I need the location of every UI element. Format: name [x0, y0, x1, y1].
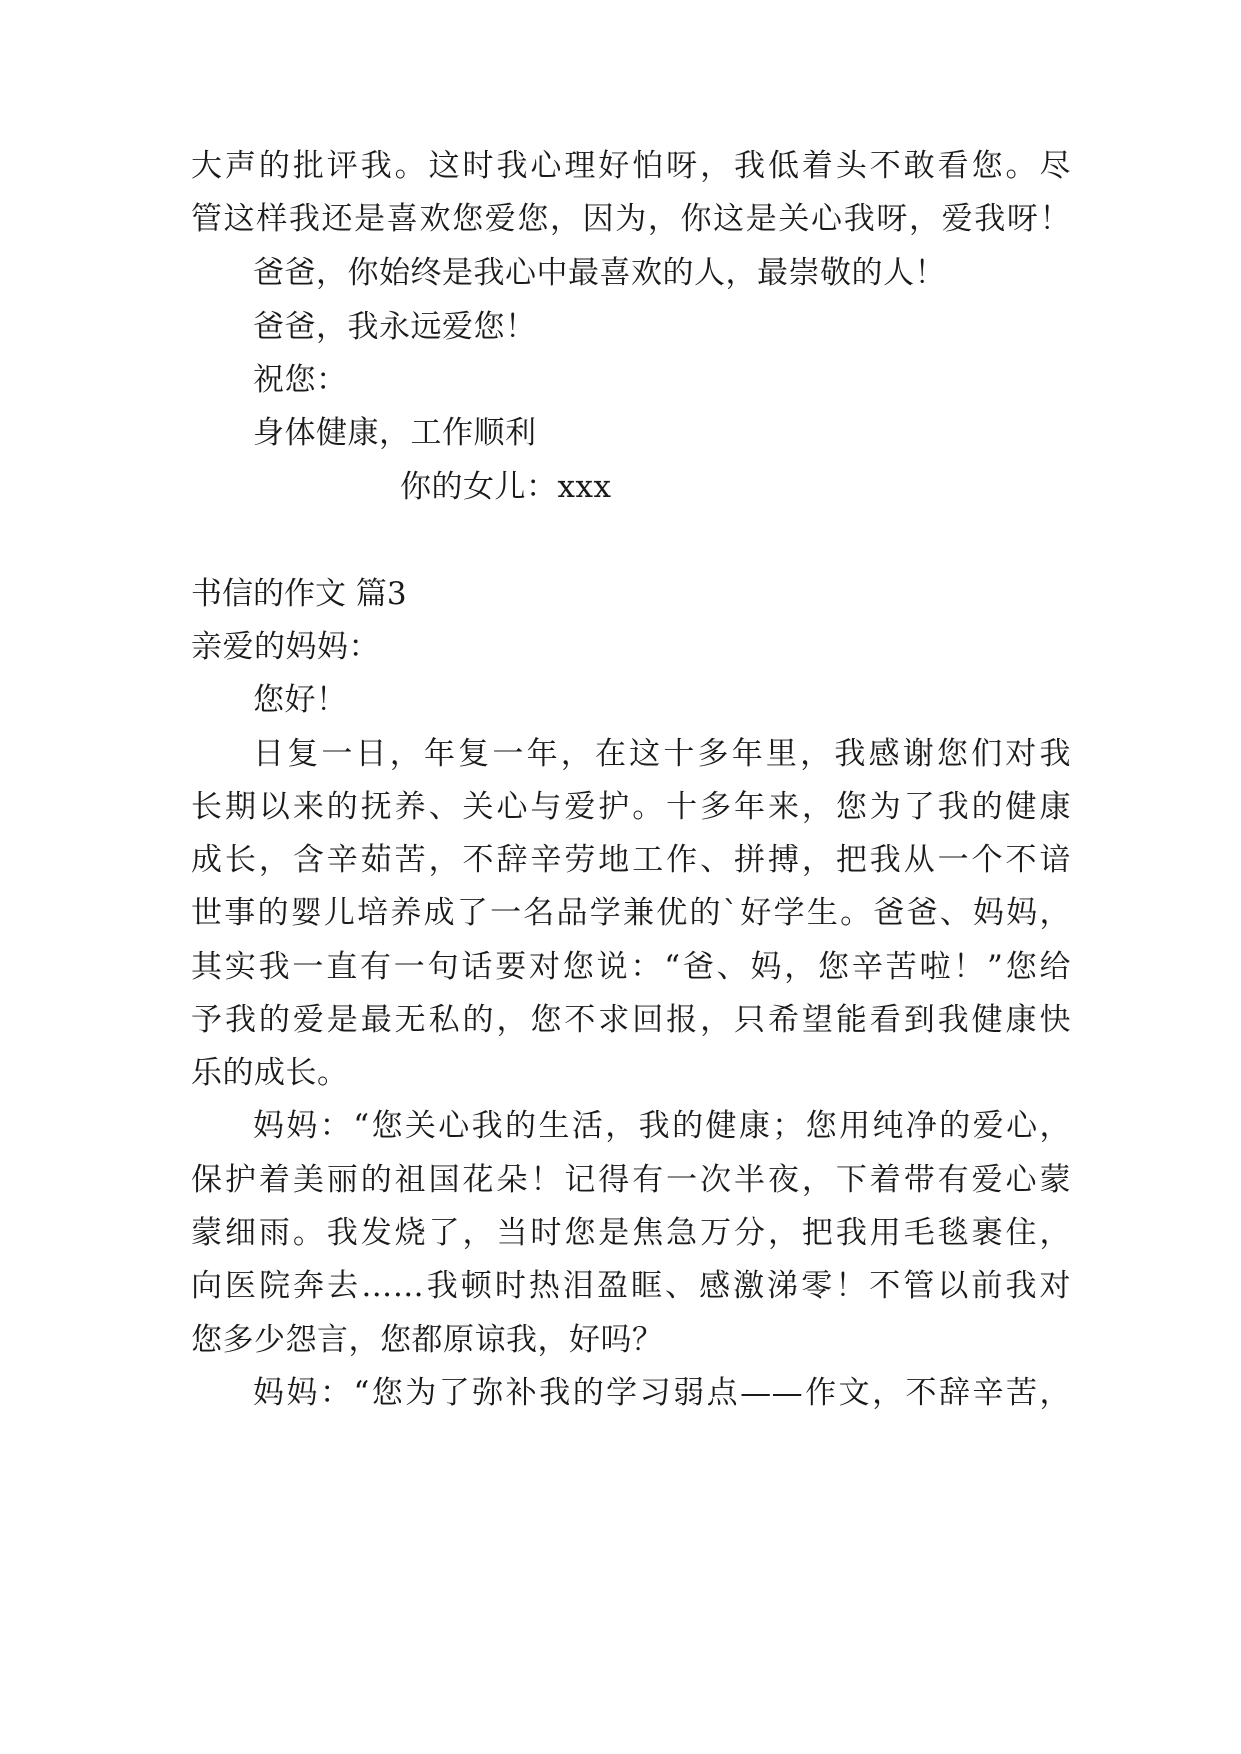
closing-line: 身体健康，工作顺利	[253, 415, 537, 451]
paragraph-line: 蒙细雨。我发烧了，当时您是焦急万分，把我用毛毯裹住，	[191, 1215, 1071, 1251]
paragraph-line: 乐的成长。	[191, 1055, 349, 1091]
paragraph-line: 日复一日，年复一年，在这十多年里，我感谢您们对我	[253, 736, 1071, 772]
text-line: 大声的批评我。这时我心理好怕呀，我低着头不敢看您。尽	[191, 148, 1071, 184]
paragraph-line: 成长，含辛茹苦，不辞辛劳地工作、拼搏，把我从一个不谙	[191, 842, 1071, 878]
closing-line: 爸爸，我永远爱您！	[253, 309, 537, 345]
paragraph-line: 其实我一直有一句话要对您说：“爸、妈，您辛苦啦！”您给	[191, 949, 1071, 985]
paragraph-line: 向医院奔去……我顿时热泪盈眶、感激涕零！不管以前我对	[191, 1268, 1071, 1304]
paragraph-line: 您多少怨言，您都原谅我，好吗？	[191, 1322, 664, 1358]
paragraph-line: 妈妈：“您为了弥补我的学习弱点——作文，不辞辛苦，	[253, 1375, 1071, 1411]
paragraph-line: 予我的爱是最无私的，您不求回报，只希望能看到我健康快	[191, 1002, 1071, 1038]
closing-line: 爸爸，你始终是我心中最喜欢的人，最崇敬的人！	[253, 255, 946, 291]
greeting: 您好！	[253, 682, 348, 718]
paragraph-line: 世事的婴儿培养成了一名品学兼优的`好学生。爸爸、妈妈，	[191, 895, 1071, 931]
closing-line: 祝您：	[253, 362, 348, 398]
text-line: 管这样我还是喜欢您爱您，因为，你这是关心我呀，爱我呀！	[191, 201, 1071, 237]
paragraph-line: 长期以来的抚养、关心与爱护。十多年来，您为了我的健康	[191, 789, 1071, 825]
section-heading: 书信的作文 篇3	[191, 576, 407, 612]
salutation: 亲爱的妈妈：	[191, 629, 380, 665]
signature: 你的女儿：xxx	[400, 469, 612, 505]
paragraph-line: 保护着美丽的祖国花朵！记得有一次半夜，下着带有爱心蒙	[191, 1162, 1071, 1198]
paragraph-line: 妈妈：“您关心我的生活，我的健康；您用纯净的爱心，	[253, 1108, 1071, 1144]
